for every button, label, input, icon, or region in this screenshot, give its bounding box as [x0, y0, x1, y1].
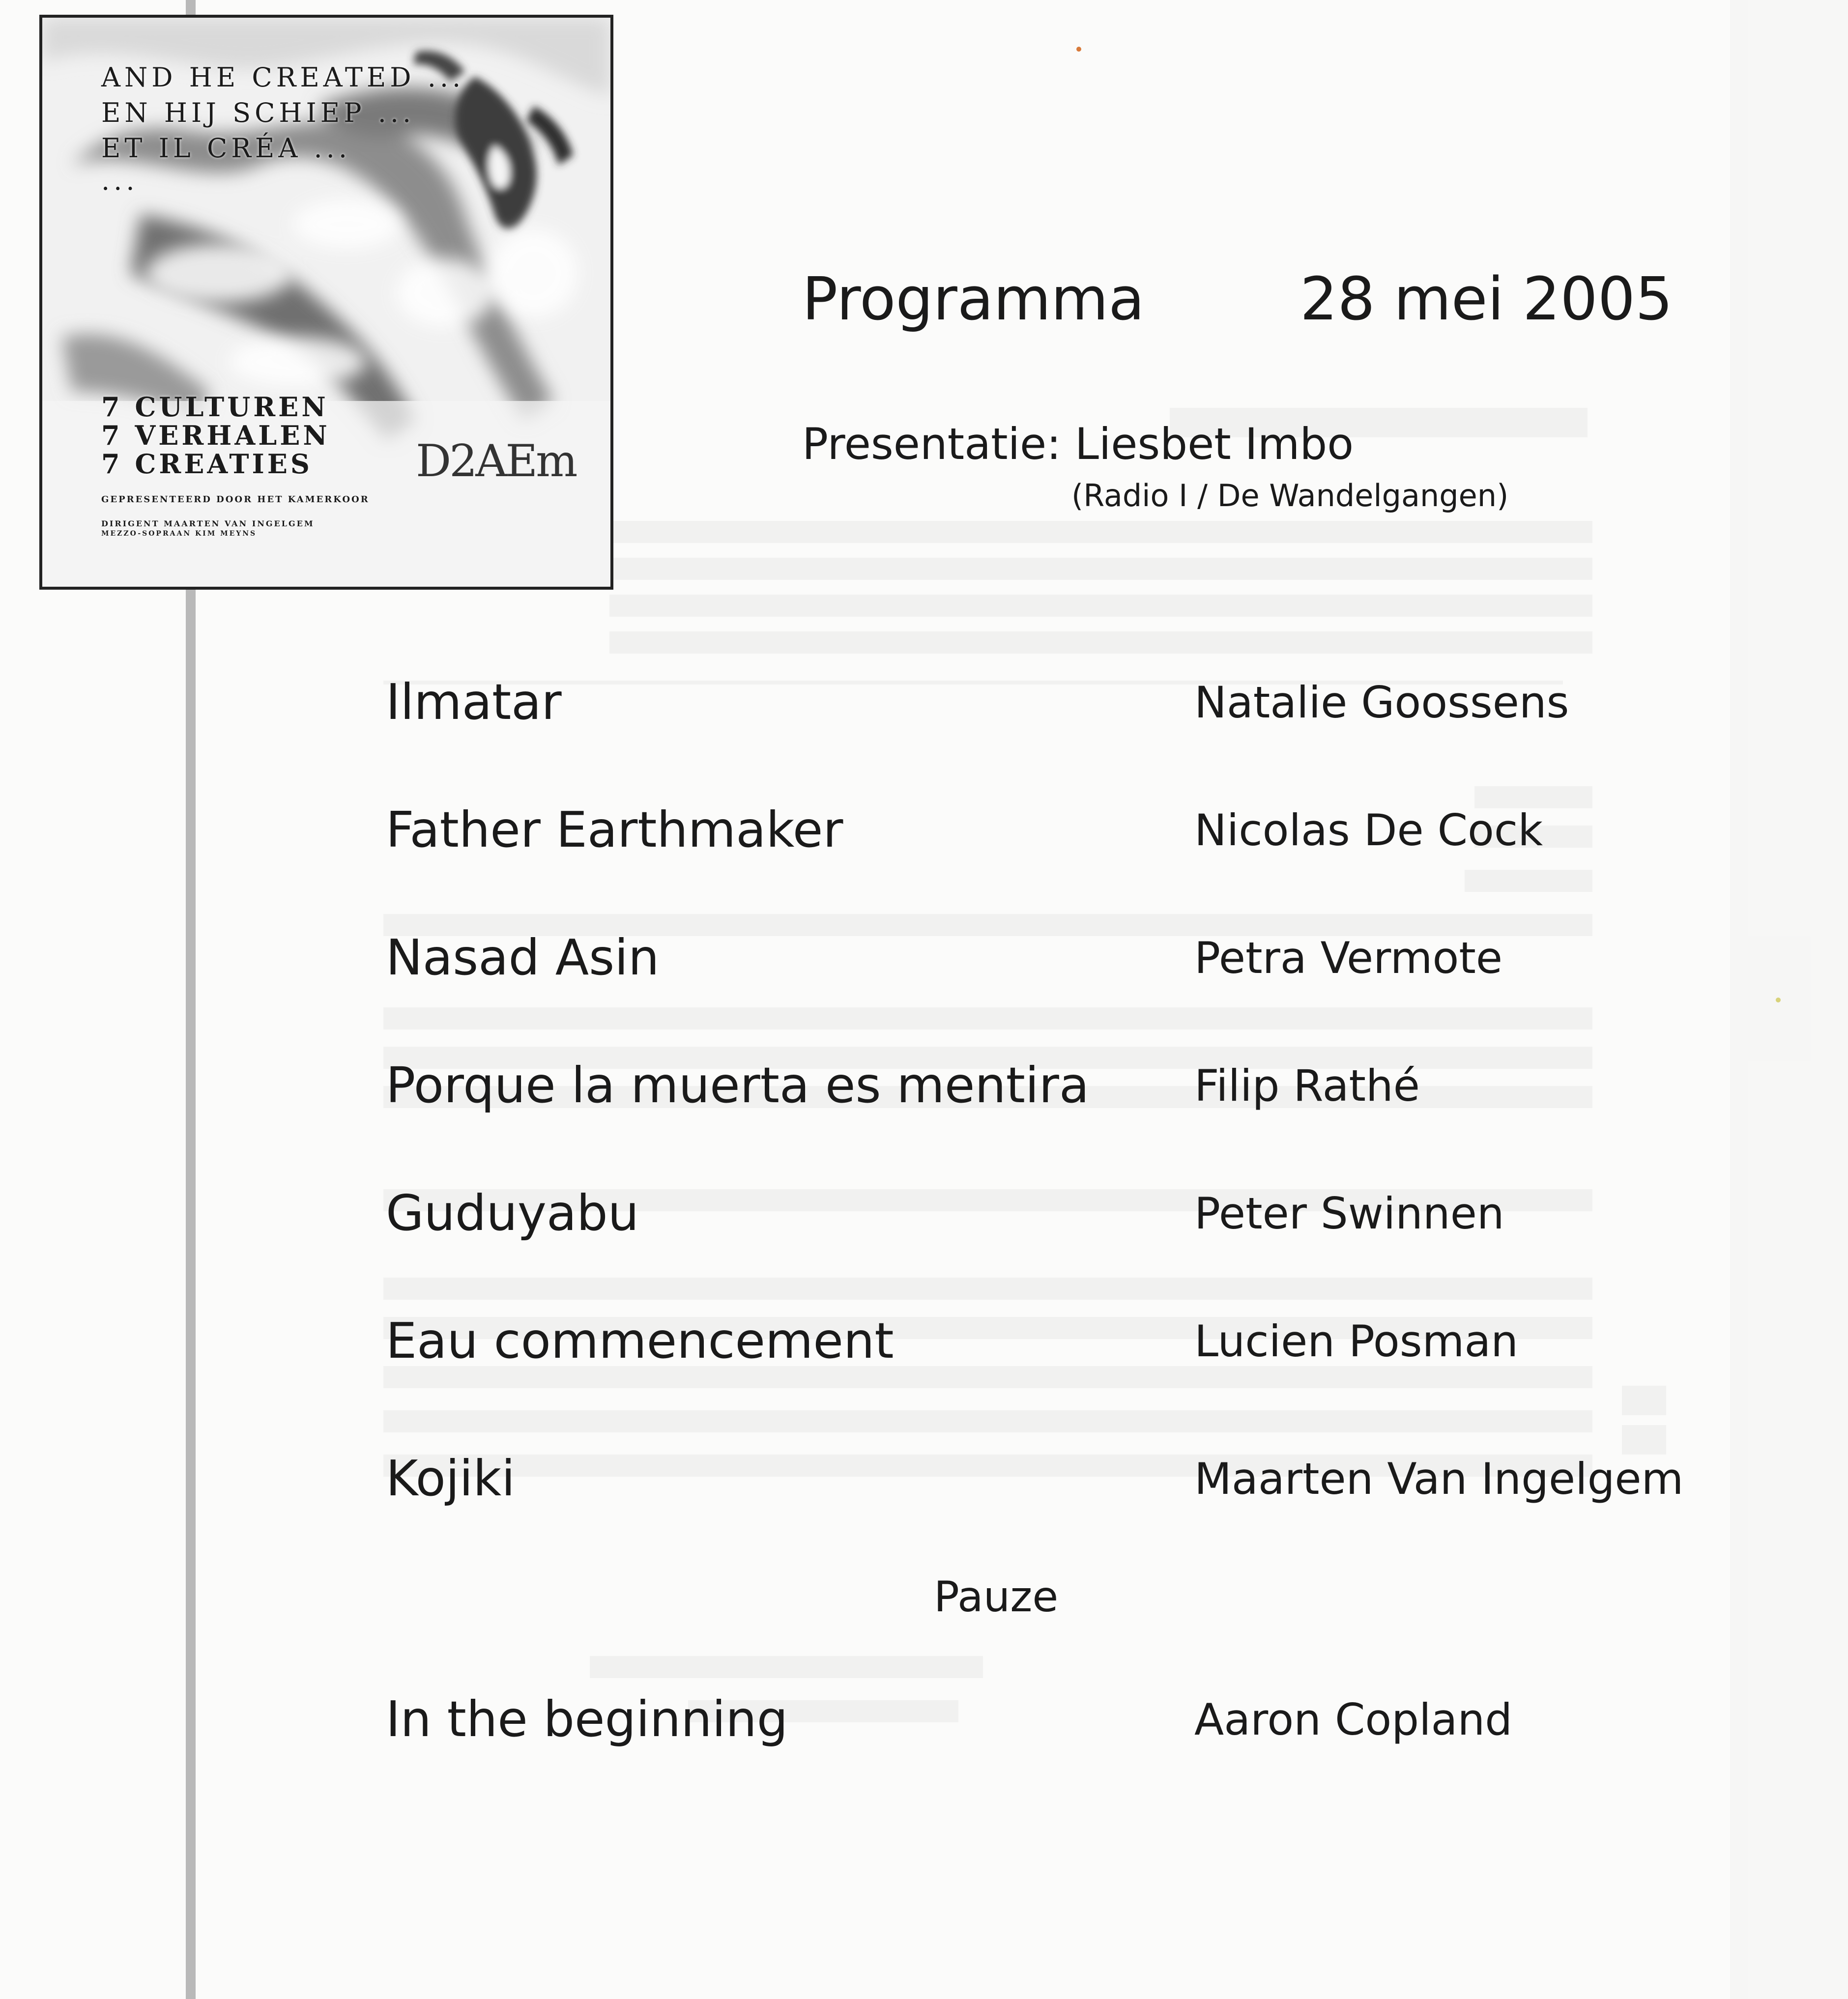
cover-credit-line: DIRIGENT MAARTEN VAN INGELGEM [101, 519, 315, 528]
piece-title: Guduyabu [386, 1184, 639, 1242]
presenter: Presentatie: Liesbet Imbo [802, 419, 1354, 469]
composer-name: Petra Vermote [1194, 933, 1502, 983]
cover-count-line: 7 CREATIES [101, 448, 313, 480]
presenter-affiliation: (Radio I / De Wandelgangen) [1071, 478, 1509, 514]
composer-name: Filip Rathé [1194, 1060, 1420, 1111]
program-row [386, 1450, 1762, 1509]
piece-title: Ilmatar [386, 673, 562, 731]
piece-title: Father Earthmaker [386, 801, 843, 858]
composer-name: Peter Swinnen [1194, 1188, 1504, 1239]
cover-count-line: 7 VERHALEN [101, 420, 330, 451]
piece-title: Porque la muerta es mentira [386, 1057, 1090, 1114]
program-row [386, 1184, 1762, 1243]
program-row-finale [386, 1690, 1762, 1749]
cover-presented-by: GEPRESENTEERD DOOR HET KAMERKOOR [101, 494, 370, 505]
cover-title-line: ... [101, 165, 139, 196]
choir-logo: D2AEm [416, 435, 576, 487]
concert-date: 28 mei 2005 [1300, 265, 1673, 334]
cover-title-line: AND HE CREATED ... [101, 62, 465, 93]
program-row [386, 1312, 1762, 1371]
composer-name: Lucien Posman [1194, 1316, 1519, 1367]
composer-name: Maarten Van Ingelgem [1194, 1454, 1684, 1504]
composer-name: Natalie Goossens [1194, 677, 1569, 728]
piece-title: In the beginning [386, 1690, 788, 1748]
program-row [386, 801, 1762, 860]
cover-title-line: EN HIJ SCHIEP ... [101, 97, 415, 128]
piece-title: Eau commencement [386, 1312, 894, 1370]
piece-title: Kojiki [386, 1450, 516, 1507]
cover-count-line: 7 CULTUREN [101, 391, 329, 423]
cover-title-line: ET IL CRÉA ... [101, 133, 351, 164]
composer-name: Nicolas De Cock [1194, 805, 1543, 856]
program-row [386, 929, 1762, 988]
page-title: Programma [802, 265, 1145, 334]
piece-title: Nasad Asin [386, 929, 660, 986]
intermission-label: Pauze [934, 1572, 1059, 1622]
composer-name: Aaron Copland [1194, 1694, 1513, 1745]
cd-cover [39, 15, 613, 590]
program-row [386, 1057, 1762, 1115]
cover-credit-line: MEZZO-SOPRAAN KIM MEYNS [101, 530, 257, 538]
program-row [386, 673, 1762, 732]
